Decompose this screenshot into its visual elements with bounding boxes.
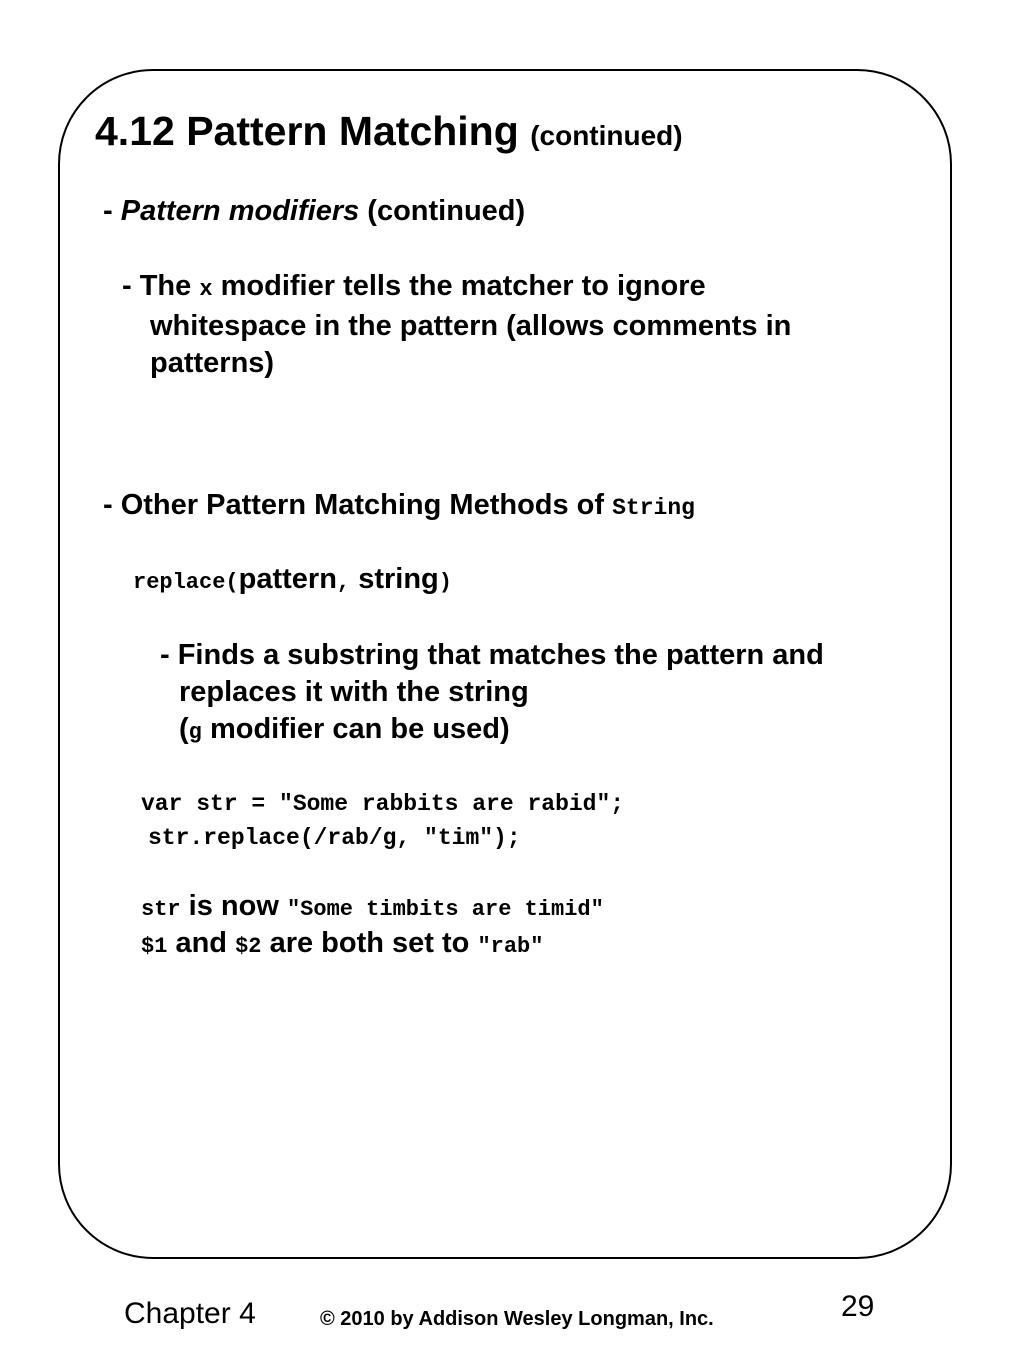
result-set-to: are both set to bbox=[269, 927, 470, 959]
result-is-now: is now bbox=[188, 890, 279, 922]
replace-param-string: string bbox=[358, 563, 439, 595]
other-methods-heading: - Other Pattern Matching Methods of bbox=[103, 489, 605, 521]
x-modifier-paragraph bbox=[122, 268, 791, 382]
section-heading-other-methods bbox=[103, 489, 695, 522]
code-line-2: str.replace(/rab/g, "tim"); bbox=[148, 825, 521, 851]
footer-chapter: Chapter 4 bbox=[124, 1297, 256, 1330]
section-heading-pattern-modifiers bbox=[103, 195, 525, 228]
section-dash: - bbox=[103, 195, 113, 227]
result-value: "Some timbits are timid" bbox=[286, 897, 604, 922]
x-modifier-prefix: - The bbox=[122, 270, 192, 302]
replace-param-pattern: pattern bbox=[238, 563, 337, 595]
section-heading-suffix: (continued) bbox=[367, 195, 526, 227]
footer-copyright: © 2010 by Addison Wesley Longman, Inc. bbox=[320, 1308, 714, 1330]
result-dollar2-code: $2 bbox=[235, 934, 262, 959]
string-code: String bbox=[612, 495, 695, 521]
footer-page-number: 29 bbox=[841, 1290, 875, 1323]
result-rab-value: "rab" bbox=[477, 934, 544, 959]
section-heading-italic: Pattern modifiers bbox=[120, 195, 360, 227]
result-and: and bbox=[175, 927, 228, 959]
code-line-1: var str = "Some rabbits are rabid"; bbox=[141, 791, 625, 817]
replace-description bbox=[160, 637, 824, 751]
title-text: 4.12 Pattern Matching bbox=[95, 108, 519, 154]
replace-description-line-1: - Finds a substring that matches the pattern and bbox=[160, 639, 824, 671]
x-modifier-line-1-rest: modifier tells the matcher to ignore bbox=[220, 270, 706, 302]
replace-description-line-3 bbox=[160, 711, 824, 751]
title-suffix: (continued) bbox=[530, 120, 683, 151]
paren-open: ( bbox=[179, 713, 189, 745]
result-line-1 bbox=[141, 890, 604, 923]
replace-comma: , bbox=[336, 570, 351, 595]
g-modifier-code: g bbox=[188, 720, 202, 745]
result-str-code: str bbox=[141, 897, 181, 922]
slide-title bbox=[95, 108, 683, 155]
x-modifier-line-3: patterns) bbox=[150, 347, 275, 379]
x-modifier-line-1 bbox=[122, 268, 791, 308]
x-modifier-code: x bbox=[199, 277, 213, 302]
replace-description-line-2: replaces it with the string bbox=[179, 676, 529, 708]
result-dollar1-code: $1 bbox=[141, 934, 168, 959]
replace-method: replace( bbox=[133, 570, 239, 595]
replace-signature bbox=[133, 563, 452, 596]
x-modifier-line-2: whitespace in the pattern (allows comments in bbox=[150, 310, 792, 342]
replace-close: ) bbox=[438, 570, 452, 595]
result-line-2 bbox=[141, 927, 543, 960]
replace-description-line-3-rest: modifier can be used) bbox=[209, 713, 510, 745]
